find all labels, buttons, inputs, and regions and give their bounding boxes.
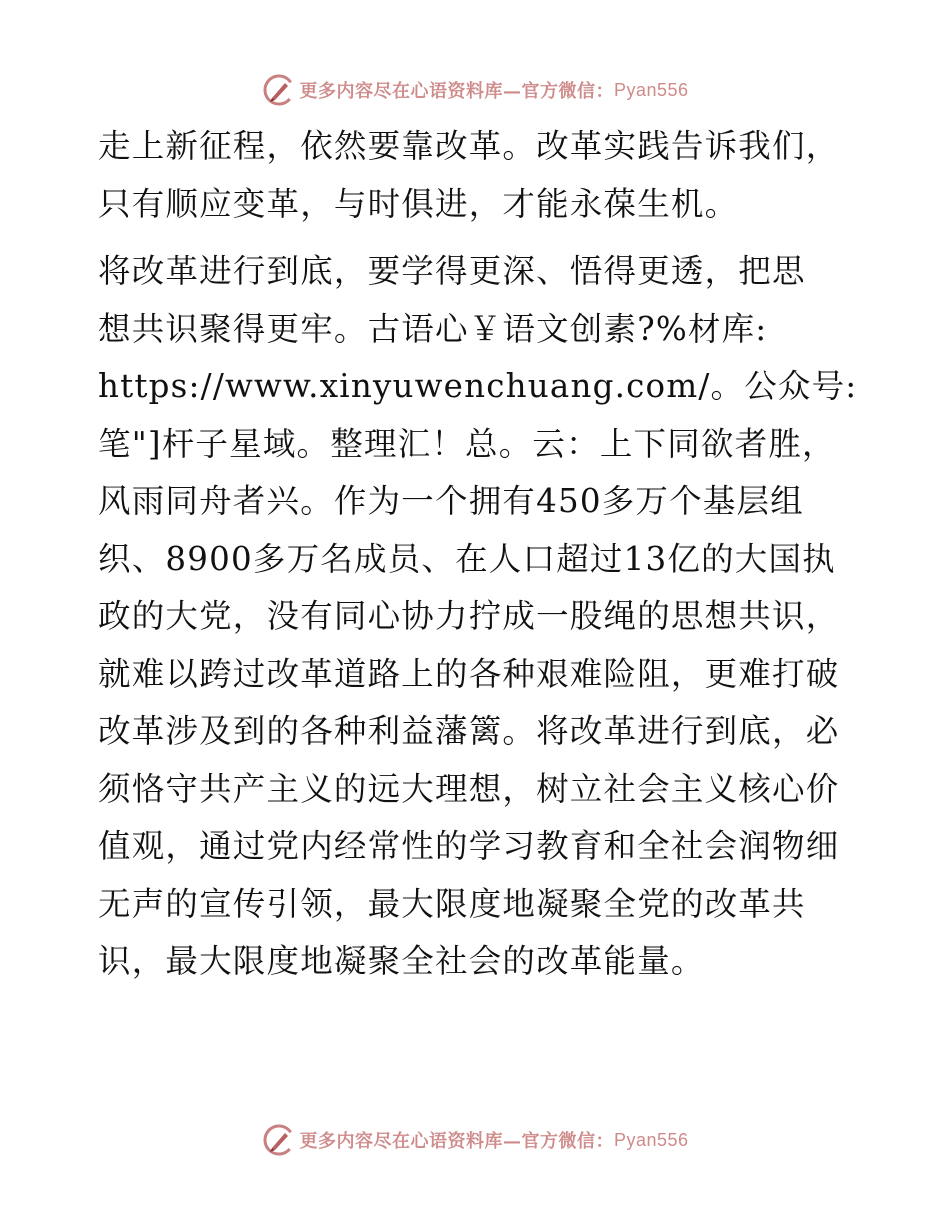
text-line: 走上新征程，依然要靠改革。改革实践告诉我们， <box>98 127 840 165</box>
footer-watermark <box>0 1122 950 1158</box>
text-line: 无声的宣传引领，最大限度地凝聚全党的改革共 <box>98 884 806 923</box>
header-watermark <box>0 72 950 108</box>
pen-nib-logo-icon <box>261 72 297 108</box>
watermark-wechat-id: Pyan556 <box>613 1129 689 1150</box>
document-body <box>98 118 868 991</box>
text-line: 政的大党，没有同心协力拧成一股绳的思想共识， <box>98 597 840 635</box>
text-line: 将改革进行到底，要学得更深、悟得更透，把思 <box>98 252 806 290</box>
pen-nib-logo-icon <box>261 1122 297 1158</box>
watermark-text: 更多内容尽在心语资料库—官方微信： <box>299 81 614 102</box>
text-line: 须恪守共产主义的远大理想，树立社会主义核心价 <box>98 769 840 808</box>
paragraph-1 <box>98 118 868 233</box>
text-line: 织、8900多万名成员、在人口超过13亿的大国执 <box>98 539 836 578</box>
text-line: 识，最大限度地凝聚全社会的改革能量。 <box>98 942 705 980</box>
text-line: 改革涉及到的各种利益藩篱。将改革进行到底，必 <box>98 712 840 750</box>
text-line: 值观，通过党内经常性的学习教育和全社会润物细 <box>98 827 840 865</box>
text-line: 想共识聚得更牢。古语心￥语文创素?%材库: <box>98 309 768 348</box>
watermark-wechat-id: Pyan556 <box>613 79 689 100</box>
text-line: 笔"]杆子星域。整理汇！总。云：上下同欲者胜， <box>98 424 836 463</box>
paragraph-2 <box>98 243 868 991</box>
text-line: https://www.xinyuwenchuang.com/。公众号: <box>98 367 858 405</box>
text-line: 就难以跨过改革道路上的各种艰难险阻，更难打破 <box>98 654 840 693</box>
text-line: 风雨同舟者兴。作为一个拥有450多万个基层组 <box>98 482 804 520</box>
watermark-text: 更多内容尽在心语资料库—官方微信： <box>299 1131 614 1152</box>
text-line: 只有顺应变革，与时俱进，才能永葆生机。 <box>98 184 739 223</box>
